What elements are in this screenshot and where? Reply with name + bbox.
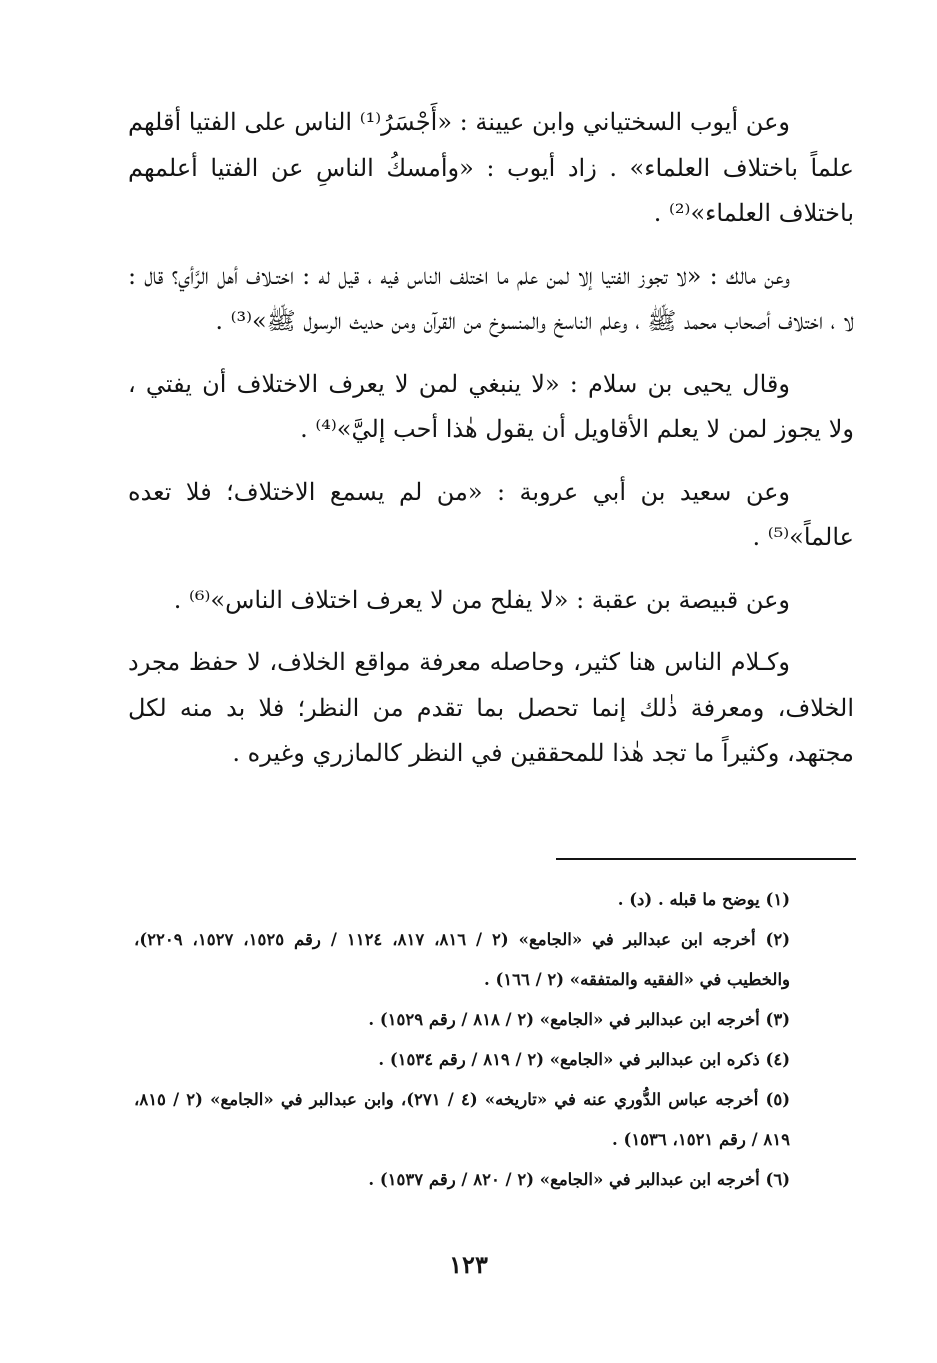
footnote-divider: [556, 858, 856, 860]
footnote-6: (٦) أخرجه ابن عبدالبر في «الجامع» (٢ / ٨٢٠ / رقم ١٥٣٧) .: [368, 1170, 790, 1189]
footnote-1: (١) يوضح ما قبله . (د) .: [617, 890, 790, 909]
footnote-4: (٤) ذكره ابن عبدالبر في «الجامع» (٢ / ٨١٩ / رقم ١٥٣٤) .: [378, 1050, 790, 1069]
paragraph-malik: وعن مالك : «لا تجوز الفتيا إلا لمن علم ما اختلف الناس فيه ، قيل له : اختـلاف أهل الرَّأي؟ قال : لا ، اختلاف أصحاب محمد ﷺ ، وعلم الناسخ والمنسوخ من القرآن ومن حديث الرسول ﷺ»⁽³⁾ .: [128, 261, 854, 335]
footnote-3: (٣) أخرجه ابن عبدالبر في «الجامع» (٢ / ٨١٨ / رقم ١٥٢٩) .: [368, 1010, 790, 1029]
paragraph-yahya: وقال يحيى بن سلام : «لا ينبغي لمن لا يعرف الاختلاف أن يفتي ، ولا يجوز لمن لا يعلم الأقاويل أن يقول هٰذا أحب إليَّ»⁽⁴⁾ .: [128, 369, 854, 443]
page-number: ١٢٣: [449, 1250, 488, 1279]
main-text: [128, 100, 854, 794]
paragraph-qabisa: وعن قبيصة بن عقبة : «لا يفلح من لا يعرف اختلاف الناس»⁽⁶⁾ .: [173, 585, 790, 614]
footnotes: [134, 880, 854, 1200]
paragraph-ayyub: وعن أيوب السختياني وابن عيينة : «أَجْسَرُ⁽¹⁾ الناس على الفتيا أقلهم علماً باختلاف العلماء» . زاد أيوب : «وأمسكُ الناسِ عن الفتيا أعلمهم باختلاف العلماء»⁽²⁾ .: [128, 108, 854, 227]
paragraph-saeed: وعن سعيد بن أبي عروبة : «من لم يسمع الاختلاف؛ فلا تعده عالماً»⁽⁵⁾ .: [128, 477, 854, 551]
paragraph-conclusion: وكـلام الناس هنا كثير، وحاصله معرفة مواقع الخلاف، لا حفظ مجرد الخلاف، ومعرفة ذٰلك إنما تحصل بما تقدم من النظر؛ فلا بد منه لكل مجتهد، وكثيراً ما تجد هٰذا للمحققين في النظر كالمازري وغيره .: [128, 648, 854, 767]
footnote-5: (٥) أخرجه عباس الدُّوري عنه في «تاريخه» (٤ / ٢٧١)، وابن عبدالبر في «الجامع» (٢ / ٨١٥، ٨١٩ / رقم ١٥٢١، ١٥٣٦) .: [134, 1090, 791, 1149]
footnote-2: (٢) أخرجه ابن عبدالبر في «الجامع» (٢ / ٨١٦، ٨١٧، ١١٢٤ / رقم ١٥٢٥، ١٥٢٧، ٢٢٠٩)، والخطيب في «الفقيه والمتفقه» (٢ / ١٦٦) .: [134, 930, 790, 989]
